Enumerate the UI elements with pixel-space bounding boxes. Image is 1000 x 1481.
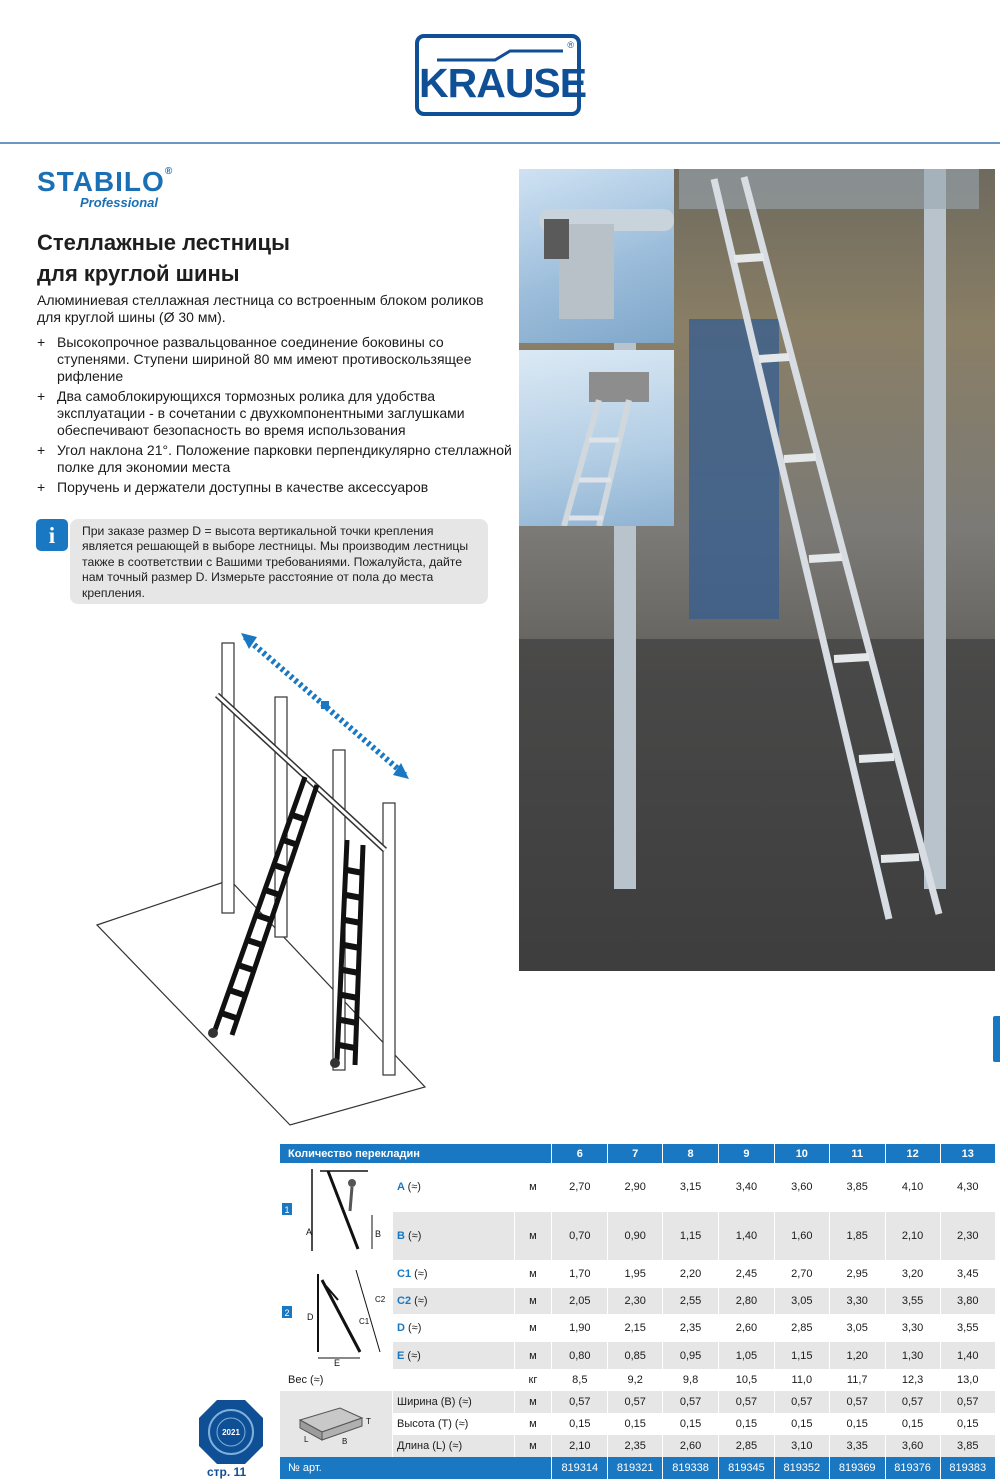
package-label: Высота (T) (≈) — [393, 1413, 515, 1435]
column-header: 9 — [719, 1144, 775, 1163]
dimension-diagram-ab — [280, 1163, 392, 1257]
info-icon: i — [36, 519, 68, 551]
feature-list — [37, 334, 512, 499]
page-reference-link[interactable]: стр. 11 — [207, 1465, 247, 1479]
unit-cell: м — [514, 1288, 552, 1315]
feature-item — [37, 479, 512, 496]
svg-text:C2: C2 — [375, 1295, 386, 1304]
feature-text: Угол наклона 21°. Положение парковки перпендикулярно стеллажной полке для экономии места — [57, 442, 512, 475]
dimension-label: A (≈) — [393, 1163, 515, 1212]
table-row: 1 A B A (≈) м 2,70 2,90 3,15 3,40 3,60 3,85 4,10 4,30 — [280, 1163, 996, 1212]
unit-cell: м — [514, 1435, 552, 1457]
diagram-cell-1 — [280, 1163, 393, 1260]
logo-text: KRAUSE — [419, 60, 587, 106]
svg-text:L: L — [304, 1434, 309, 1444]
info-note-text: При заказе размер D = высота вертикальной точки крепления является решающей в выборе лестницы. Мы производим лестницы также в соответствии с Вашими требованиями. Пожалуйста, дайте нам точный размер D. Измерьте расстояние от пола до места крепления. — [82, 524, 469, 600]
dimension-label: C1 (≈) — [393, 1260, 515, 1288]
krause-logo — [415, 34, 587, 116]
dimension-label: C2 (≈) — [393, 1288, 515, 1315]
unit-cell: м — [514, 1163, 552, 1212]
wheel-icon — [208, 1028, 218, 1038]
unit-cell: м — [514, 1342, 552, 1369]
table-header-row — [280, 1144, 996, 1163]
wheel-icon — [330, 1058, 340, 1068]
specification-table — [279, 1144, 995, 1479]
feature-item — [37, 334, 512, 385]
page-title-line-2: для круглой шины — [37, 261, 240, 286]
stabilo-logo — [37, 166, 173, 198]
table-row: B (≈) м 0,70 0,90 1,15 1,40 1,60 1,85 2,10 2,30 — [280, 1212, 996, 1261]
package-box-icon — [280, 1392, 392, 1454]
unit-cell: кг — [514, 1369, 552, 1391]
svg-text:E: E — [334, 1358, 341, 1366]
feature-item — [37, 388, 512, 439]
table-row: E (≈) м 0,80 0,85 0,95 1,05 1,15 1,20 1,30 1,40 — [280, 1342, 996, 1369]
table-row: C2 (≈) м 2,05 2,30 2,55 2,80 3,05 3,30 3,55 3,80 — [280, 1288, 996, 1315]
page-edge-tab — [993, 1016, 1000, 1062]
svg-text:D: D — [307, 1312, 314, 1322]
logo-registered-mark: ® — [567, 40, 574, 50]
unit-cell: м — [514, 1212, 552, 1261]
svg-text:C1: C1 — [359, 1317, 370, 1326]
weight-label: Вес (≈) — [280, 1369, 515, 1391]
hook-detail-photo — [519, 350, 674, 526]
package-label: Длина (L) (≈) — [393, 1435, 515, 1457]
page-title — [37, 227, 497, 289]
svg-text:T: T — [366, 1416, 371, 1426]
svg-text:B: B — [342, 1436, 348, 1446]
feature-item — [37, 442, 512, 476]
rack-post — [383, 803, 395, 1075]
dimension-diagram-cde — [280, 1260, 392, 1366]
package-row: Длина (L) (≈) м 2,10 2,35 2,60 2,85 3,10 3,35 3,60 3,85 — [280, 1435, 996, 1457]
unit-cell: м — [514, 1413, 552, 1435]
diagram-cell-2 — [280, 1260, 393, 1369]
unit-cell: м — [514, 1314, 552, 1342]
svg-text:2: 2 — [284, 1308, 290, 1318]
article-label: № арт. — [280, 1457, 552, 1479]
unit-cell: м — [514, 1260, 552, 1288]
feature-text: Два самоблокирующихся тормозных ролика для удобства эксплуатации - в сочетании с двухкомпонентными заглушками обеспечивают безопасность во время использования — [57, 388, 465, 438]
plus-icon: + — [37, 442, 46, 458]
ladder-rail-diagram — [85, 625, 430, 1130]
plus-icon: + — [37, 388, 46, 404]
column-header: 10 — [774, 1144, 829, 1163]
stabilo-name: STABILO — [37, 166, 165, 197]
stabilo-subtitle: Professional — [80, 195, 159, 210]
package-diagram-cell — [280, 1391, 393, 1457]
award-badge-icon — [197, 1398, 265, 1466]
column-header: 11 — [829, 1144, 885, 1163]
dimension-label: E (≈) — [393, 1342, 515, 1369]
column-header: 7 — [608, 1144, 663, 1163]
header-divider — [0, 142, 1000, 144]
column-header: 12 — [885, 1144, 940, 1163]
package-row: Высота (T) (≈) м 0,15 0,15 0,15 0,15 0,15 0,15 0,15 0,15 — [280, 1413, 996, 1435]
table-row: 2 D C1 C2 E C1 (≈) м 1,70 1,95 2,20 2,45 2,70 2,95 3,20 3,45 — [280, 1260, 996, 1288]
unit-cell: м — [514, 1391, 552, 1413]
intro-text: Алюминиевая стеллажная лестница со встроенным блоком роликов для круглой шины (Ø 30 мм). — [37, 292, 484, 325]
svg-text:A: A — [306, 1227, 313, 1237]
plus-icon: + — [37, 479, 46, 495]
svg-text:B: B — [375, 1229, 382, 1239]
dimension-label: D (≈) — [393, 1314, 515, 1342]
rack-post — [222, 643, 234, 913]
roller-detail-photo — [519, 169, 674, 343]
svg-text:1: 1 — [284, 1205, 290, 1215]
column-header: 6 — [552, 1144, 608, 1163]
badge-year: 2021 — [222, 1428, 240, 1437]
package-label: Ширина (B) (≈) — [393, 1391, 515, 1413]
feature-text: Высокопрочное развальцованное соединение боковины со ступенями. Ступени шириной 80 мм имеют противоскользящее рифление — [57, 334, 472, 384]
weight-row: Вес (≈) кг 8,5 9,2 9,8 10,5 11,0 11,7 12,3 13,0 — [280, 1369, 996, 1391]
table-row: D (≈) м 1,90 2,15 2,35 2,60 2,85 3,05 3,30 3,55 — [280, 1314, 996, 1342]
page-title-line-1: Стеллажные лестницы — [37, 230, 290, 255]
dimension-label: B (≈) — [393, 1212, 515, 1261]
stabilo-registered-mark: ® — [164, 166, 174, 177]
plus-icon: + — [37, 334, 46, 350]
column-header: 8 — [663, 1144, 719, 1163]
column-header: 13 — [940, 1144, 995, 1163]
rungs-count-label: Количество перекладин — [280, 1144, 552, 1163]
package-row: T L B Ширина (B) (≈) м 0,57 0,57 0,57 0,57 0,57 0,57 0,57 0,57 — [280, 1391, 996, 1413]
feature-text: Поручень и держатели доступны в качестве аксессуаров — [57, 479, 429, 495]
article-row: № арт. 819314 819321 819338 819345 819352 819369 819376 819383 — [280, 1457, 996, 1479]
